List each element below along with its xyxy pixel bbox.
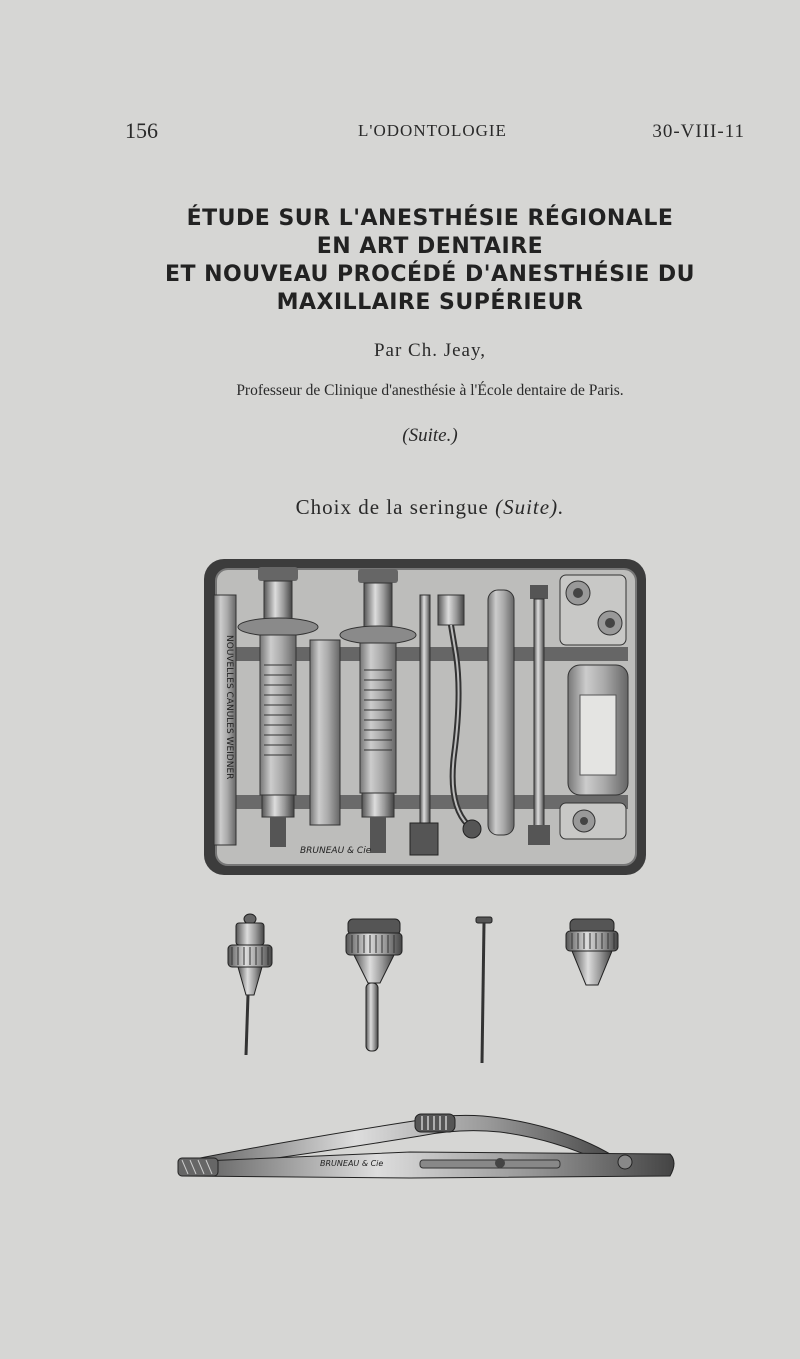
author-affiliation: Professeur de Clinique d'anesthésie à l'École dentaire de Paris. <box>236 382 624 399</box>
glass-tube <box>488 590 514 835</box>
title-line-2: EN ART DENTAIRE <box>316 234 544 259</box>
glass-barrel <box>310 640 340 825</box>
title-line-1: ÉTUDE SUR L'ANESTHÉSIE RÉGIONALE <box>186 206 674 231</box>
section-heading <box>100 495 760 520</box>
article-title <box>100 205 760 317</box>
needle-tip-1 <box>228 914 272 1055</box>
side-tube-left <box>214 595 236 845</box>
forceps-illustration <box>170 1100 690 1200</box>
title-line-4: MAXILLAIRE SUPÉRIEUR <box>276 290 584 315</box>
needle-wire <box>476 917 492 1063</box>
page-number: 156 <box>125 118 158 143</box>
needle-tip-3 <box>566 919 618 985</box>
issue-date: 30-VIII-11 <box>652 121 745 142</box>
title-line-3: ET NOUVEAU PROCÉDÉ D'ANESTHÉSIE DU <box>164 262 696 287</box>
needle-tips-illustration <box>200 905 640 1075</box>
needle-tip-2 <box>346 919 402 1051</box>
journal-name: L'ODONTOLOGIE <box>358 121 507 140</box>
running-head <box>120 118 745 148</box>
section-heading-text: Choix de la seringue <box>295 495 489 519</box>
section-heading-suffix: (Suite). <box>495 495 565 519</box>
continued-marker: (Suite.) <box>402 425 458 446</box>
syringe-case-illustration <box>200 555 650 880</box>
case-maker-mark: BRUNEAU & Cie <box>300 846 372 856</box>
case-side-label: NOUVELLES CANULES WEIDNER <box>224 635 234 780</box>
author-byline: Par Ch. Jeay, <box>373 340 487 361</box>
forceps-maker-mark: BRUNEAU & Cie <box>320 1159 384 1168</box>
